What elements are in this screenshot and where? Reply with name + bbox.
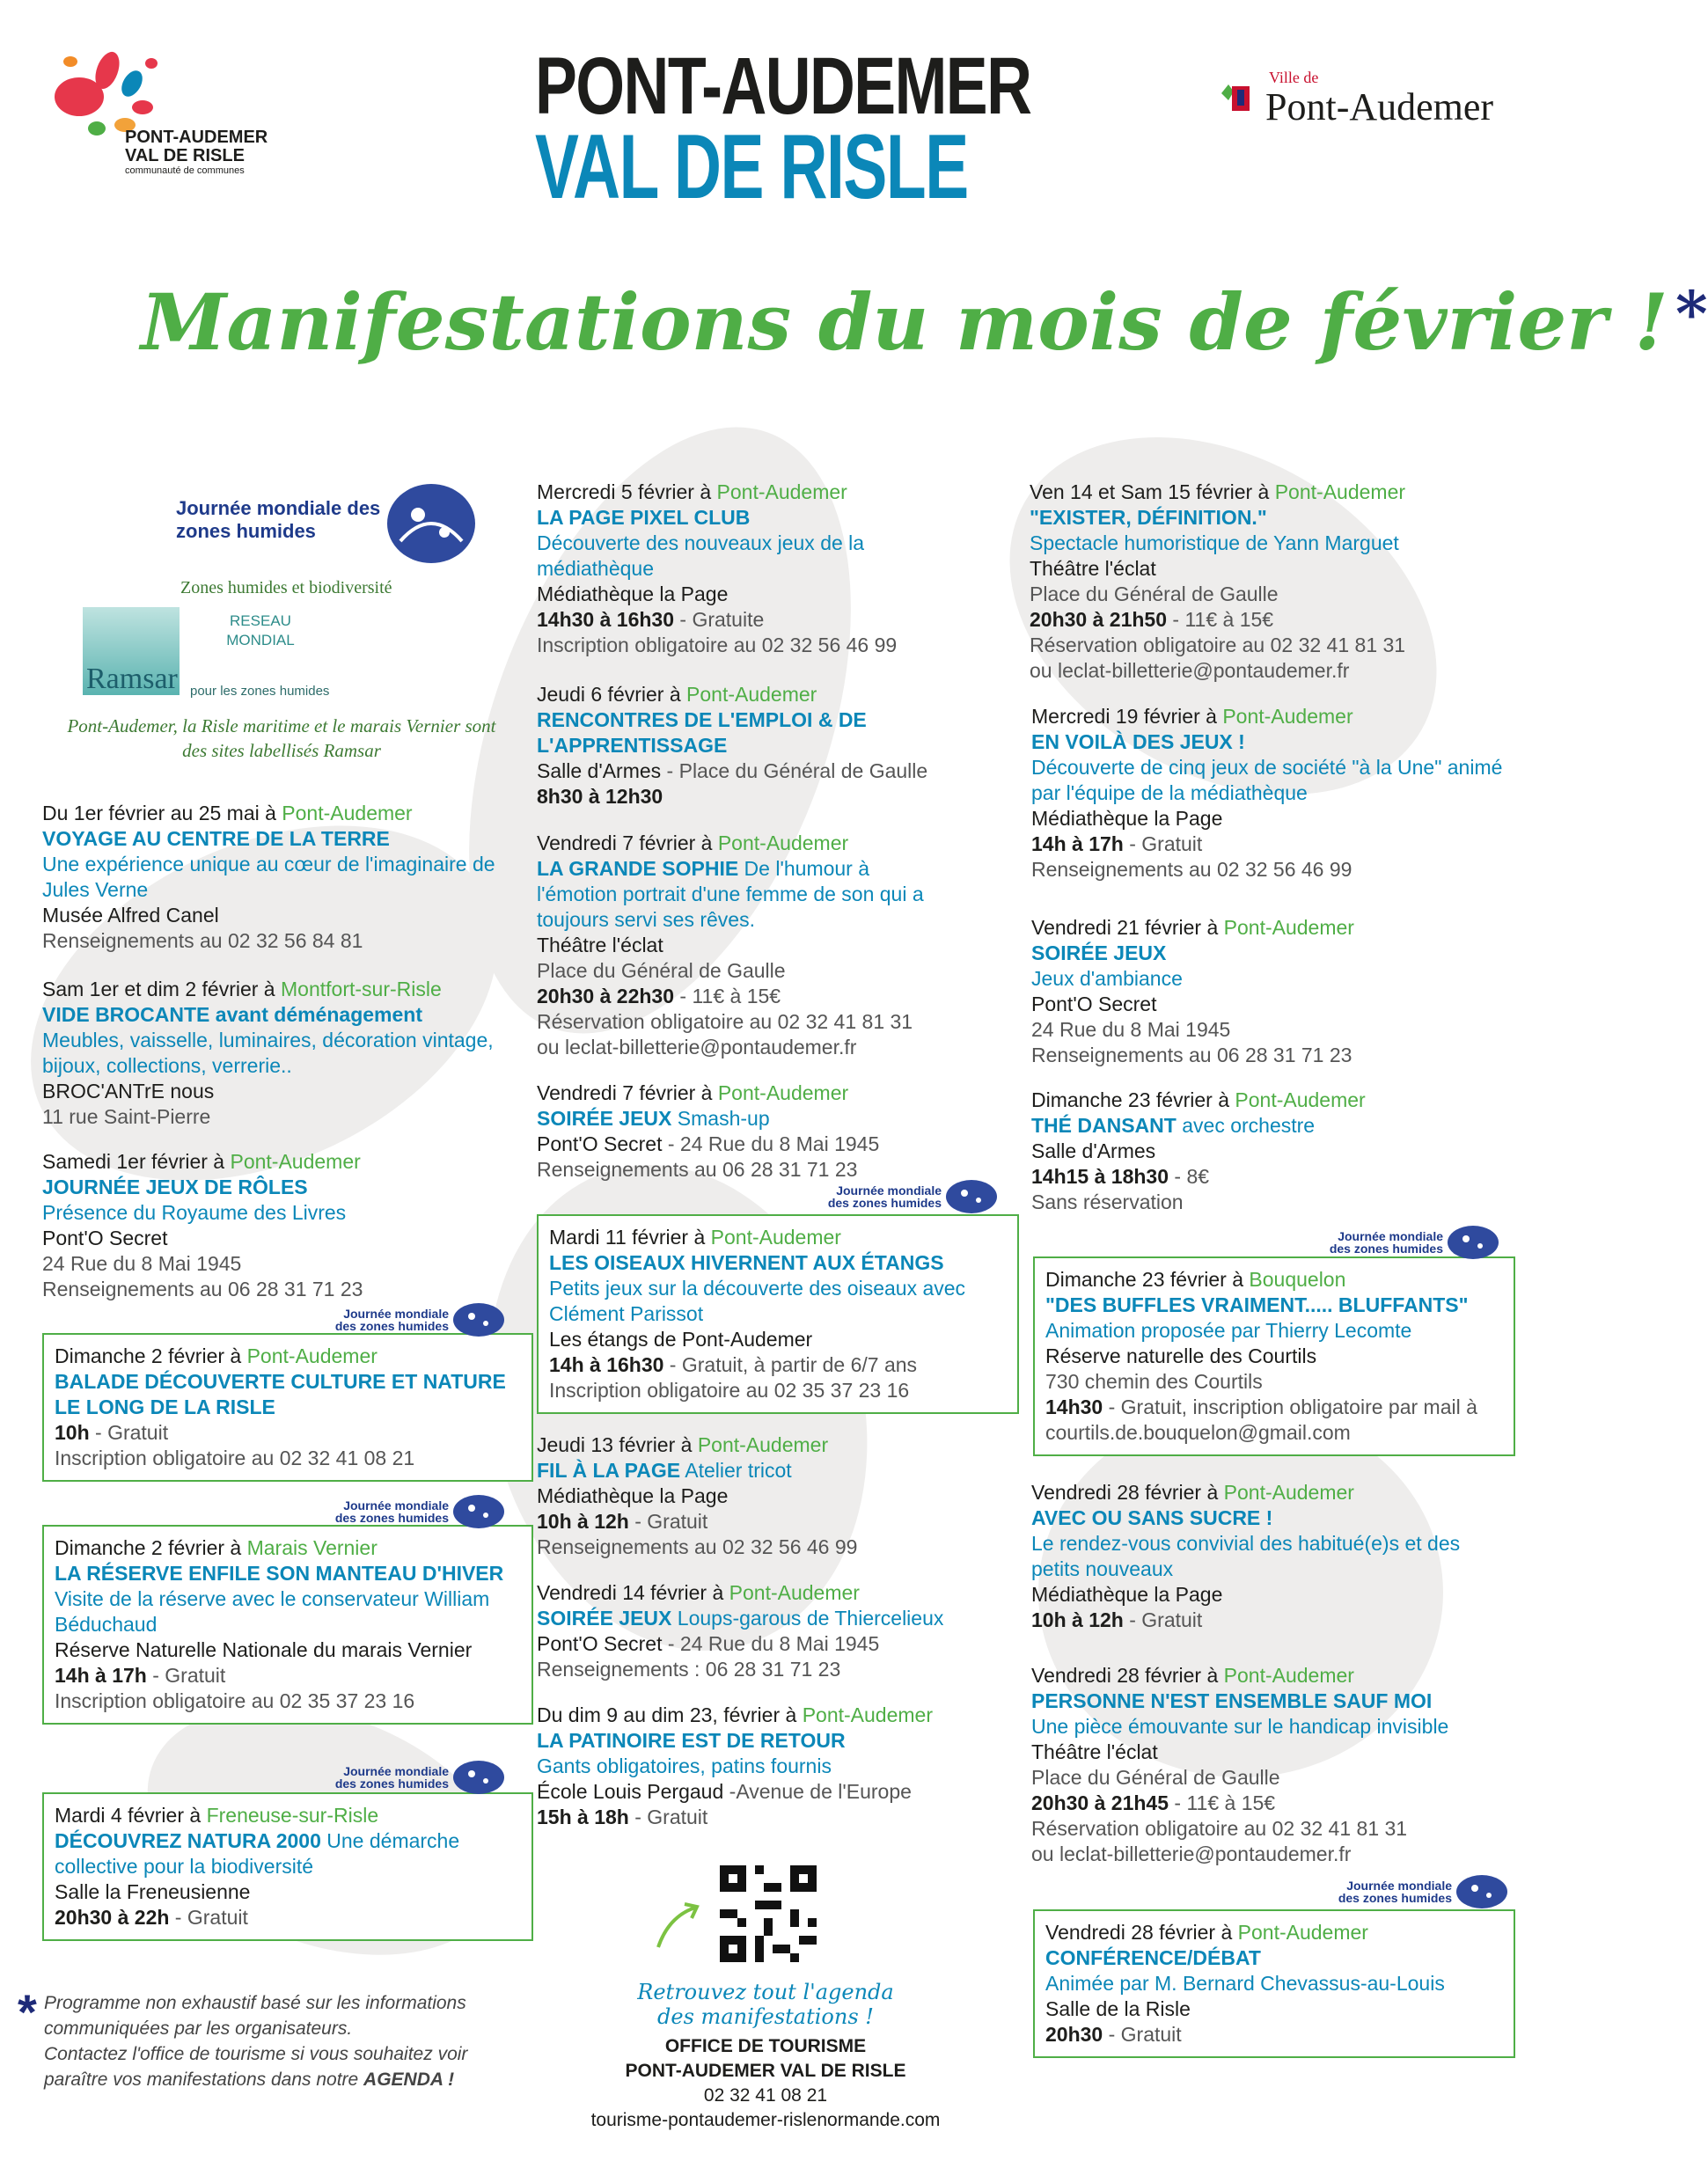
event-date: Vendredi 21 février à Pont-Audemer bbox=[1031, 916, 1354, 939]
event-venue: Théâtre l'éclat bbox=[537, 934, 663, 956]
event-address: 11 rue Saint-Pierre bbox=[42, 1105, 211, 1128]
event-venue: Médiathèque la Page bbox=[1031, 807, 1223, 830]
event-title: SOIRÉE JEUX Smash-up bbox=[537, 1107, 770, 1130]
agenda-script-line1: Retrouvez tout l'agenda bbox=[637, 1980, 894, 2004]
event-title: LA PAGE PIXEL CLUB bbox=[537, 506, 751, 529]
asterisk-icon: * bbox=[18, 1984, 37, 2040]
event-venue: Musée Alfred Canel bbox=[42, 904, 219, 927]
event-info: Inscription obligatoire au 02 32 41 08 21 bbox=[55, 1447, 415, 1469]
event-address: 24 Rue du 8 Mai 1945 bbox=[1031, 1018, 1231, 1041]
agglo-logo-line2: VAL DE RISLE bbox=[125, 146, 245, 165]
event-subtitle: Présence du Royaume des Livres bbox=[42, 1201, 347, 1224]
event-venue: Réserve Naturelle Nationale du marais Vernier bbox=[55, 1638, 473, 1661]
ramsar-reseau: RESEAU MONDIAL bbox=[226, 612, 295, 648]
event-title: RENCONTRES DE L'EMPLOI & DE L'APPRENTISSAGE bbox=[537, 708, 867, 757]
event-date: Mercredi 19 février à Pont-Audemer bbox=[1031, 705, 1353, 728]
event-time: 10h à 12h - Gratuit bbox=[1031, 1608, 1203, 1631]
wetlands-day-badge: Journée mondiale des zones humides bbox=[334, 1760, 505, 1795]
event-time: 14h à 17h - Gratuit bbox=[55, 1664, 226, 1687]
footnote-line3: Contactez l'office de tourisme si vous souhaitez voir bbox=[44, 2044, 468, 2064]
wetlands-icon bbox=[1447, 1225, 1499, 1260]
event-date: Dimanche 23 février à Pont-Audemer bbox=[1031, 1088, 1366, 1111]
footnote-line4: paraître vos manifestations dans notre AGENDA ! bbox=[44, 2069, 455, 2090]
event-title: THÉ DANSANT avec orchestre bbox=[1031, 1114, 1316, 1137]
ramsar-fish-icon bbox=[383, 480, 480, 568]
event-date: Dimanche 2 février à Pont-Audemer bbox=[55, 1344, 378, 1367]
event-venue: Théâtre l'éclat bbox=[1031, 1740, 1158, 1763]
event-info: Renseignements au 02 32 56 46 99 bbox=[1031, 858, 1352, 881]
event-title: VOYAGE AU CENTRE DE LA TERRE bbox=[42, 827, 390, 850]
event-subtitle: Le rendez-vous convivial des habitué(e)s et des petits nouveaux bbox=[1031, 1532, 1461, 1580]
event-time: 14h à 17h - Gratuit bbox=[1031, 832, 1203, 855]
event-date: Mardi 11 février à Pont-Audemer bbox=[549, 1226, 841, 1249]
event-info: Inscription obligatoire au 02 35 37 23 16 bbox=[549, 1379, 910, 1402]
event-title: DÉCOUVREZ NATURA 2000 Une démarche collective pour la biodiversité bbox=[55, 1829, 460, 1878]
event-date: Dimanche 2 février à Marais Vernier bbox=[55, 1536, 378, 1559]
event-venue: Pont'O Secret - 24 Rue du 8 Mai 1945 bbox=[537, 1132, 880, 1155]
event-title: EN VOILÀ DES JEUX ! bbox=[1031, 730, 1245, 753]
wetlands-day-badge: Journée mondiale des zones humides bbox=[334, 1302, 505, 1337]
event-date: Du 1er février au 25 mai à Pont-Audemer bbox=[42, 802, 413, 824]
event-time: 14h15 à 18h30 - 8€ bbox=[1031, 1165, 1210, 1188]
wetlands-icon bbox=[945, 1179, 998, 1214]
brand-title-line2: VAL DE RISLE bbox=[535, 116, 968, 218]
event-venue: Pont'O Secret bbox=[1031, 993, 1157, 1015]
event-date: Samedi 1er février à Pont-Audemer bbox=[42, 1150, 361, 1173]
event-page-pixel-club bbox=[537, 480, 950, 658]
wetlands-day-badge: Journée mondiale des zones humides bbox=[334, 1494, 505, 1529]
event-address: 24 Rue du 8 Mai 1945 bbox=[42, 1252, 242, 1275]
wetlands-day-badge: Journée mondiale des zones humides bbox=[1329, 1225, 1499, 1260]
event-venue: Salle la Freneusienne bbox=[55, 1880, 251, 1903]
event-title: SOIRÉE JEUX bbox=[1031, 941, 1167, 964]
wetlands-icon bbox=[452, 1494, 505, 1529]
event-info: Renseignements au 06 28 31 71 23 bbox=[42, 1278, 363, 1300]
event-info: Sans réservation bbox=[1031, 1190, 1184, 1213]
wetlands-icon bbox=[1455, 1874, 1508, 1909]
event-time: 15h à 18h - Gratuit bbox=[537, 1806, 708, 1828]
event-date: Vendredi 28 février à Pont-Audemer bbox=[1031, 1664, 1354, 1687]
event-email: ou leclat-billetterie@pontaudemer.fr bbox=[537, 1036, 857, 1059]
page-title bbox=[141, 276, 1708, 368]
event-email: ou leclat-billetterie@pontaudemer.fr bbox=[1031, 1842, 1352, 1865]
flower-logo-icon bbox=[44, 44, 167, 141]
event-oiseaux-hivernent bbox=[537, 1214, 1019, 1414]
event-time: 14h30 - Gratuit, inscription obligatoire par mail à courtils.de.bouquelon@gmail.com bbox=[1045, 1396, 1477, 1444]
office-phone: 02 32 41 08 21 bbox=[703, 2085, 828, 2106]
event-venue: Salle de la Risle bbox=[1045, 1997, 1191, 2020]
event-date: Vendredi 28 février à Pont-Audemer bbox=[1031, 1481, 1354, 1504]
event-date: Jeudi 6 février à Pont-Audemer bbox=[537, 683, 817, 706]
event-the-dansant bbox=[1031, 1088, 1506, 1215]
event-date: Vendredi 28 février à Pont-Audemer bbox=[1045, 1921, 1368, 1944]
event-title: CONFÉRENCE/DÉBAT bbox=[1045, 1946, 1261, 1969]
event-patinoire bbox=[537, 1703, 968, 1830]
event-title: FIL À LA PAGE Atelier tricot bbox=[537, 1459, 792, 1482]
event-fil-a-la-page bbox=[537, 1432, 950, 1560]
event-email: ou leclat-billetterie@pontaudemer.fr bbox=[1030, 659, 1350, 682]
event-date: Jeudi 13 février à Pont-Audemer bbox=[537, 1433, 829, 1456]
event-venue: École Louis Pergaud -Avenue de l'Europe bbox=[537, 1780, 912, 1803]
event-venue: Réserve naturelle des Courtils bbox=[1045, 1344, 1317, 1367]
event-voyage-centre-terre bbox=[42, 801, 500, 954]
event-title: LES OISEAUX HIVERNENT AUX ÉTANGS bbox=[549, 1251, 944, 1274]
event-time: 20h30 à 21h50 - 11€ à 15€ bbox=[1030, 608, 1274, 631]
event-address: 730 chemin des Courtils bbox=[1045, 1370, 1263, 1393]
event-time: 10h à 12h - Gratuit bbox=[537, 1510, 708, 1533]
agenda-script-line2: des manifestations ! bbox=[657, 2004, 874, 2029]
ville-logo-name: Pont-Audemer bbox=[1265, 85, 1494, 128]
event-jeux-de-roles bbox=[42, 1149, 500, 1302]
event-title: SOIRÉE JEUX Loups-garous de Thiercelieux bbox=[537, 1607, 944, 1630]
event-vide-brocante bbox=[42, 977, 500, 1130]
event-exister-definition bbox=[1030, 480, 1505, 684]
event-en-voila-des-jeux bbox=[1031, 704, 1506, 883]
event-date: Ven 14 et Sam 15 février à Pont-Audemer bbox=[1030, 480, 1406, 503]
event-date: Mercredi 5 février à Pont-Audemer bbox=[537, 480, 847, 503]
event-venue: Médiathèque la Page bbox=[1031, 1583, 1223, 1606]
event-info: Réservation obligatoire au 02 32 41 81 31 bbox=[537, 1010, 913, 1033]
event-info: Inscription obligatoire au 02 32 56 46 99 bbox=[537, 634, 898, 656]
event-subtitle: Une expérience unique au cœur de l'imaginaire de Jules Verne bbox=[42, 853, 495, 901]
event-buffles-bluffants bbox=[1033, 1256, 1515, 1456]
ville-logo-top: Ville de bbox=[1269, 69, 1319, 86]
event-time: 20h30 - Gratuit bbox=[1045, 2023, 1182, 2046]
event-balade-decouverte bbox=[42, 1333, 533, 1482]
event-avec-ou-sans-sucre bbox=[1031, 1480, 1506, 1633]
event-title: PERSONNE N'EST ENSEMBLE SAUF MOI bbox=[1031, 1689, 1433, 1712]
agglo-logo-line3: communauté de communes bbox=[125, 165, 245, 176]
event-date: Sam 1er et dim 2 février à Montfort-sur-Risle bbox=[42, 978, 442, 1000]
event-soiree-jeux-loups-garous bbox=[537, 1580, 950, 1682]
wetlands-icon bbox=[452, 1302, 505, 1337]
ramsar-subtitle: Zones humides et biodiversité bbox=[180, 578, 392, 597]
office-website[interactable]: tourisme-pontaudemer-rislenormande.com bbox=[590, 2110, 941, 2130]
event-personne-ensemble bbox=[1031, 1663, 1524, 1867]
event-venue: Médiathèque la Page bbox=[537, 582, 729, 605]
event-title: "EXISTER, DÉFINITION." bbox=[1030, 506, 1267, 529]
footnote-line1: Programme non exhaustif basé sur les informations bbox=[44, 1993, 466, 2013]
event-date: Vendredi 7 février à Pont-Audemer bbox=[537, 1081, 849, 1104]
event-conference-debat bbox=[1033, 1909, 1515, 2058]
brand-title-line1: PONT-AUDEMER bbox=[535, 41, 1031, 131]
event-address: Place du Général de Gaulle bbox=[1030, 582, 1279, 605]
event-time: 20h30 à 22h - Gratuit bbox=[55, 1906, 248, 1929]
office-line1: OFFICE DE TOURISME bbox=[664, 2036, 867, 2056]
event-subtitle: Spectacle humoristique de Yann Marguet bbox=[1030, 531, 1399, 554]
event-venue: Médiathèque la Page bbox=[537, 1484, 729, 1507]
event-date: Mardi 4 février à Freneuse-sur-Risle bbox=[55, 1804, 379, 1827]
event-title: VIDE BROCANTE avant déménagement bbox=[42, 1003, 422, 1026]
event-subtitle: Découverte des nouveaux jeux de la médiathèque bbox=[537, 531, 865, 580]
ramsar-brand: Ramsar bbox=[86, 663, 178, 695]
ramsar-tagline: pour les zones humides bbox=[190, 684, 330, 699]
wetlands-icon bbox=[452, 1760, 505, 1795]
event-venue: Théâtre l'éclat bbox=[1030, 557, 1156, 580]
page-title-text: Manifestations du mois de février ! bbox=[141, 276, 1668, 368]
event-address: Place du Général de Gaulle bbox=[537, 959, 786, 982]
event-subtitle: Jeux d'ambiance bbox=[1031, 967, 1183, 990]
footnote-line2: communiquées par les organisateurs. bbox=[44, 2018, 353, 2039]
event-venue: BROC'ANTrE nous bbox=[42, 1080, 215, 1102]
wetlands-day-badge: Journée mondiale des zones humides bbox=[1338, 1874, 1508, 1909]
agenda-callout bbox=[563, 1980, 968, 2133]
event-venue: Pont'O Secret - 24 Rue du 8 Mai 1945 bbox=[537, 1632, 880, 1655]
event-info: Renseignements au 06 28 31 71 23 bbox=[1031, 1044, 1352, 1066]
event-title: LA GRANDE SOPHIE De l'humour à l'émotion portrait d'une femme de son qui a toujours servi ses rêves. bbox=[537, 857, 924, 931]
qr-code[interactable] bbox=[720, 1865, 817, 1962]
event-info: Réservation obligatoire au 02 32 41 81 31 bbox=[1031, 1817, 1408, 1840]
event-subtitle: Animation proposée par Thierry Lecomte bbox=[1045, 1319, 1412, 1342]
event-subtitle: Meubles, vaisselle, luminaires, décoration vintage, bijoux, collections, verrerie.. bbox=[42, 1029, 494, 1077]
event-subtitle: Petits jeux sur la découverte des oiseaux avec Clément Parissot bbox=[549, 1277, 966, 1325]
event-title: LA PATINOIRE EST DE RETOUR bbox=[537, 1729, 846, 1752]
event-date: Du dim 9 au dim 23, février à Pont-Audemer bbox=[537, 1703, 933, 1726]
event-subtitle: Animée par M. Bernard Chevassus-au-Louis bbox=[1045, 1972, 1445, 1995]
event-venue: Salle d'Armes - Place du Général de Gaulle bbox=[537, 759, 928, 782]
event-time: 20h30 à 21h45 - 11€ à 15€ bbox=[1031, 1791, 1276, 1814]
event-subtitle: Découverte de cinq jeux de société "à la Une" animé par l'équipe de la médiathèque bbox=[1031, 756, 1503, 804]
event-info: Inscription obligatoire au 02 35 37 23 16 bbox=[55, 1689, 415, 1712]
event-time: 14h à 16h30 - Gratuit, à partir de 6/7 ans bbox=[549, 1353, 918, 1376]
ramsar-caption: Pont-Audemer, la Risle maritime et le marais Vernier sont des sites labellisés Ramsar bbox=[67, 715, 496, 761]
event-info: Renseignements : 06 28 31 71 23 bbox=[537, 1658, 841, 1681]
event-info: Réservation obligatoire au 02 32 41 81 31 bbox=[1030, 634, 1406, 656]
coat-of-arms-icon bbox=[1214, 74, 1264, 123]
event-time: 8h30 à 12h30 bbox=[537, 785, 663, 808]
event-address: Place du Général de Gaulle bbox=[1031, 1766, 1280, 1789]
event-la-grande-sophie bbox=[537, 831, 950, 1060]
event-time: 20h30 à 22h30 - 11€ à 15€ bbox=[537, 985, 781, 1007]
event-soiree-jeux-ambiance bbox=[1031, 915, 1506, 1068]
arrow-icon bbox=[651, 1899, 704, 1952]
event-subtitle: Gants obligatoires, patins fournis bbox=[537, 1754, 832, 1777]
event-decouvrez-natura-2000 bbox=[42, 1792, 533, 1941]
event-subtitle: Une pièce émouvante sur le handicap invisible bbox=[1031, 1715, 1449, 1738]
event-time: 10h - Gratuit bbox=[55, 1421, 169, 1444]
event-info: Renseignements au 02 32 56 46 99 bbox=[537, 1535, 858, 1558]
event-rencontres-emploi bbox=[537, 682, 950, 809]
event-soiree-jeux-smash-up bbox=[537, 1081, 950, 1183]
office-line2: PONT-AUDEMER VAL DE RISLE bbox=[625, 2061, 906, 2081]
event-title: JOURNÉE JEUX DE RÔLES bbox=[42, 1176, 308, 1198]
ramsar-jm-title: Journée mondiale des zones humides bbox=[176, 497, 381, 542]
event-venue: Pont'O Secret bbox=[42, 1227, 168, 1249]
event-date: Dimanche 23 février à Bouquelon bbox=[1045, 1268, 1346, 1291]
ramsar-block bbox=[53, 480, 510, 770]
footnote bbox=[18, 1984, 510, 2092]
ville-logo bbox=[1214, 69, 1505, 130]
event-info: Renseignements au 06 28 31 71 23 bbox=[537, 1158, 858, 1181]
event-date: Vendredi 7 février à Pont-Audemer bbox=[537, 831, 849, 854]
agglo-logo-line1: PONT-AUDEMER bbox=[125, 128, 268, 147]
event-venue: Salle d'Armes bbox=[1031, 1139, 1156, 1162]
event-title: AVEC OU SANS SUCRE ! bbox=[1031, 1506, 1273, 1529]
event-title: LA RÉSERVE ENFILE SON MANTEAU D'HIVER Visite de la réserve avec le conservateur William Béduchaud bbox=[55, 1562, 504, 1636]
page-title-asterisk: * bbox=[1675, 277, 1708, 350]
event-reserve-manteau-hiver bbox=[42, 1525, 533, 1725]
event-title: BALADE DÉCOUVERTE CULTURE ET NATURE LE LONG DE LA RISLE bbox=[55, 1370, 506, 1418]
event-date: Vendredi 14 février à Pont-Audemer bbox=[537, 1581, 860, 1604]
event-venue: Les étangs de Pont-Audemer bbox=[549, 1328, 813, 1351]
agglo-logo bbox=[44, 44, 273, 185]
event-time: 14h30 à 16h30 - Gratuite bbox=[537, 608, 765, 631]
event-title: "DES BUFFLES VRAIMENT..... BLUFFANTS" bbox=[1045, 1293, 1469, 1316]
event-info: Renseignements au 02 32 56 84 81 bbox=[42, 929, 363, 952]
qr-code-icon bbox=[720, 1865, 817, 1962]
wetlands-day-badge: Journée mondiale des zones humides bbox=[827, 1179, 998, 1214]
